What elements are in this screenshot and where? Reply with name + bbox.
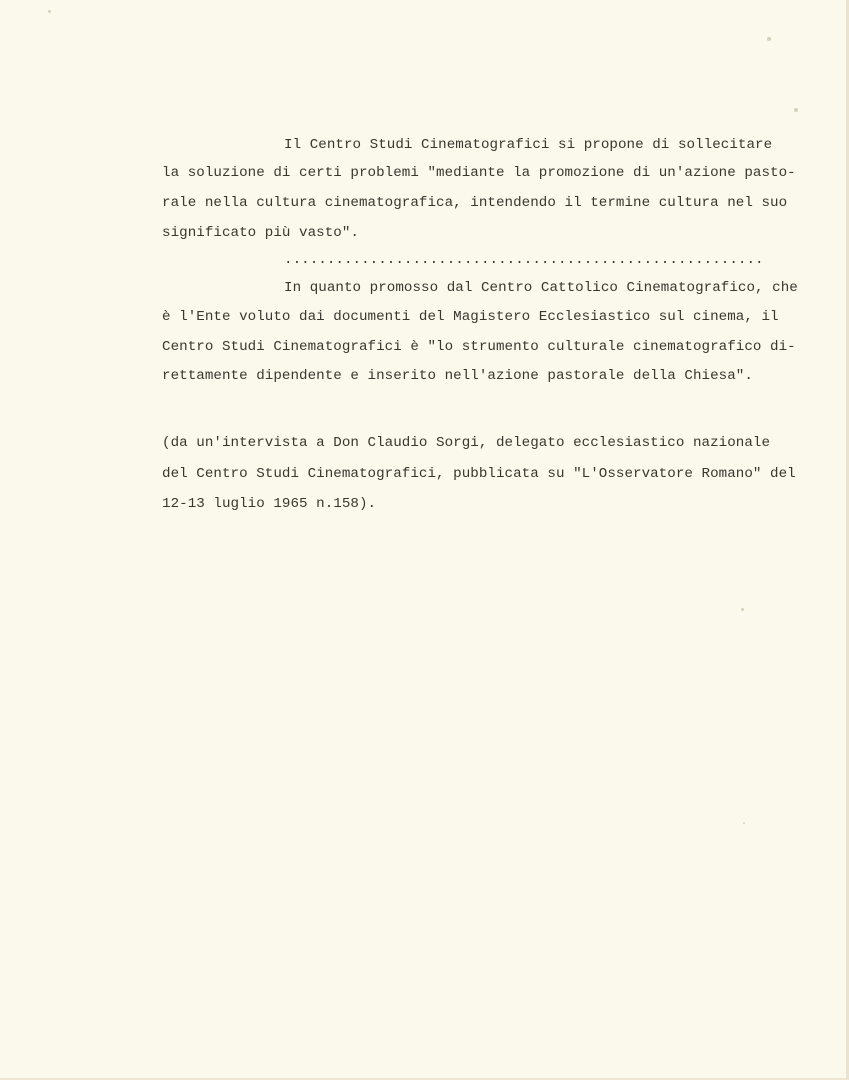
- paragraph-1-line-4: significato più vasto".: [162, 225, 359, 241]
- paragraph-2-line-4: rettamente dipendente e inserito nell'azione pastorale della Chiesa".: [162, 368, 753, 384]
- paper-speck: [741, 608, 744, 611]
- paragraph-2-line-2: è l'Ente voluto dai documenti del Magistero Ecclesiastico sul cinema, il: [162, 309, 779, 325]
- paragraph-1-line-2: la soluzione di certi problemi "mediante la promozione di un'azione pasto-: [162, 165, 796, 181]
- paragraph-2-line-1: In quanto promosso dal Centro Cattolico Cinematografico, che: [284, 280, 798, 296]
- dotted-separator: ........................................................: [284, 252, 764, 268]
- paragraph-1-line-1: Il Centro Studi Cinematografici si propone di sollecitare: [284, 137, 773, 153]
- paragraph-1-line-3: rale nella cultura cinematografica, intendendo il termine cultura nel suo: [162, 195, 788, 211]
- paper-speck: [794, 108, 798, 112]
- citation-line-3: 12-13 luglio 1965 n.158).: [162, 496, 377, 512]
- paper-speck: [767, 37, 771, 41]
- paper-speck: [48, 10, 51, 13]
- paragraph-2-line-3: Centro Studi Cinematografici è "lo strumento culturale cinematografico di-: [162, 339, 796, 355]
- paper-speck: [743, 822, 745, 824]
- citation-line-2: del Centro Studi Cinematografici, pubblicata su "L'Osservatore Romano" del: [162, 466, 796, 482]
- citation-line-1: (da un'intervista a Don Claudio Sorgi, delegato ecclesiastico nazionale: [162, 435, 771, 451]
